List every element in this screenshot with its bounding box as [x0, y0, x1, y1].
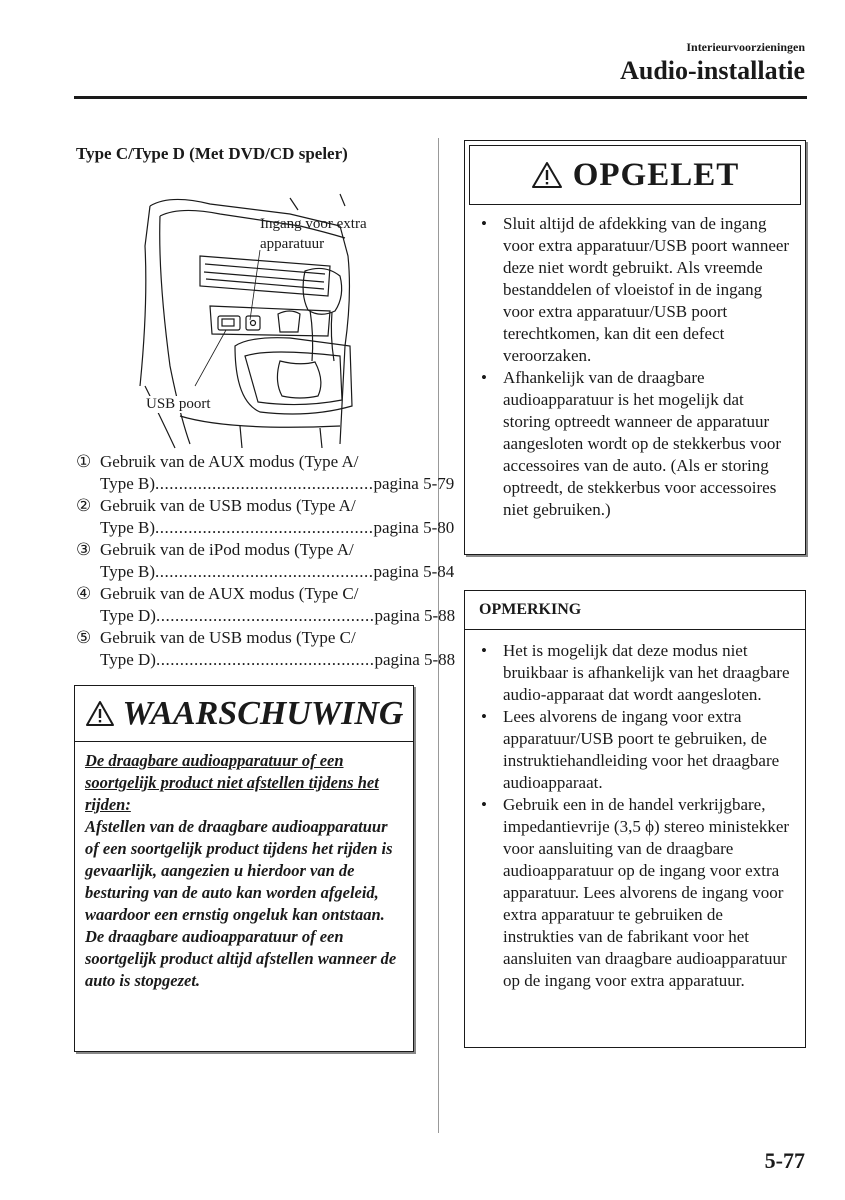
- console-illustration: [140, 186, 367, 448]
- caution-text: Afhankelijk van de draagbare audioapparatuur is het mogelijk dat storing optreedt wanneer de apparatuur aangesloten wordt op de stekkerbus voor accessoires van de auto. (Als er storing optreedt, de stekkerbus voor accessoires niet gebruiken.): [503, 368, 782, 519]
- list-item: [479, 794, 795, 992]
- page-reference-link[interactable]: pagina 5-80: [373, 518, 455, 537]
- caution-title: OPGELET: [572, 156, 740, 193]
- warning-text: Afstellen van de draagbare audioapparatuur of een soortgelijk product tijdens het rijden is gevaarlijk, aangezien u hierdoor van de besturing van de auto kan worden afgeleid, waardoor een ernstig ongeluk kan ontstaan. De draagbare audioapparatuur of een soortgelijk product altijd afstellen wanneer de auto is stopgezet.: [85, 817, 397, 990]
- warning-lead: De draagbare audioapparatuur of een soortgelijk product niet afstellen tijdens het rijden:: [85, 751, 379, 814]
- leader-dots: ..............................................: [155, 474, 374, 493]
- list-item: [479, 213, 795, 367]
- bullet-icon: •: [481, 707, 487, 726]
- bullet-icon: •: [481, 368, 487, 387]
- column-divider: [438, 138, 439, 1133]
- item-text: Gebruik van de iPod modus (Type A/: [100, 540, 354, 559]
- list-item: [479, 640, 795, 706]
- leader-dots: ..............................................: [155, 562, 374, 581]
- item-text-cont: Type D): [100, 650, 156, 669]
- warning-title: WAARSCHUWING: [122, 694, 404, 732]
- item-number: ④: [76, 584, 92, 603]
- item-text-cont: Type B): [100, 518, 155, 537]
- bullet-icon: •: [481, 214, 487, 233]
- caution-box: [464, 140, 806, 555]
- header-rule: [74, 96, 807, 99]
- list-item: [479, 367, 795, 521]
- page-reference-link[interactable]: pagina 5-88: [374, 650, 456, 669]
- note-text: Gebruik een in de handel verkrijgbare, impedantievrije (3,5 ϕ) stereo ministekker voor aansluiting van de draagbare audioapparatuur op de ingang voor extra apparatuur. Lees alvorens de ingang voor extra apparatuur te gebruiken de instrukties van de fabrikant voor het aansluiten van draagbare audioapparatuur op de ingang voor extra apparatuur.: [503, 795, 790, 990]
- item-text: Gebruik van de AUX modus (Type C/: [100, 584, 359, 603]
- page-reference-link[interactable]: pagina 5-79: [373, 474, 455, 493]
- item-number: ⑤: [76, 628, 92, 647]
- page-number: 5-77: [764, 1148, 805, 1173]
- page-reference-link[interactable]: pagina 5-84: [373, 562, 455, 581]
- leader-dots: ..............................................: [155, 518, 374, 537]
- section-title: Type C/Type D (Met DVD/CD speler): [76, 144, 348, 163]
- note-title: OPMERKING: [465, 591, 805, 630]
- list-item: [76, 495, 455, 539]
- list-item: [479, 706, 795, 794]
- item-number: ①: [76, 452, 92, 471]
- leader-dots: ..............................................: [155, 650, 375, 669]
- item-number: ②: [76, 496, 92, 515]
- caution-header: [469, 145, 801, 205]
- page-reference-link[interactable]: pagina 5-88: [374, 606, 456, 625]
- list-item: [76, 539, 455, 583]
- warning-triangle-icon: [85, 700, 115, 727]
- item-text: Gebruik van de USB modus (Type C/: [100, 628, 356, 647]
- leader-dots: ..............................................: [155, 606, 375, 625]
- caution-text: Sluit altijd de afdekking van de ingang voor extra apparatuur/USB poort wanneer deze niet wordt gebruikt. Als vreemde bestanddelen of vloeistof in de ingang voor extra apparatuur/USB poort terechtkomen, kan dit een defect veroorzaken.: [503, 214, 790, 365]
- header-title: Audio-installatie: [620, 56, 805, 85]
- note-text: Lees alvorens de ingang voor extra apparatuur/USB poort te gebruiken, de instruktiehandleiding voor het draagbare audioapparaat.: [503, 707, 780, 792]
- warning-header: [75, 686, 413, 742]
- warning-box: [74, 685, 414, 1052]
- item-text-cont: Type B): [100, 474, 155, 493]
- item-text: Gebruik van de USB modus (Type A/: [100, 496, 356, 515]
- warning-triangle-icon: [531, 161, 563, 189]
- list-item: [76, 627, 456, 671]
- note-box: [464, 590, 806, 1048]
- item-text: Gebruik van de AUX modus (Type A/: [100, 452, 359, 471]
- note-text: Het is mogelijk dat deze modus niet bruikbaar is afhankelijk van het draagbare audio-apparaat dat wordt aangesloten.: [503, 641, 790, 704]
- bullet-icon: •: [481, 641, 487, 660]
- label-aux-input: Ingang voor extra apparatuur: [260, 216, 367, 252]
- list-item: [76, 451, 455, 495]
- list-item: [76, 583, 456, 627]
- item-text-cont: Type B): [100, 562, 155, 581]
- item-text-cont: Type D): [100, 606, 156, 625]
- header-section: Interieurvoorzieningen: [686, 40, 805, 54]
- reference-list: [76, 451, 456, 671]
- bullet-icon: •: [481, 795, 487, 814]
- item-number: ③: [76, 540, 92, 559]
- label-usb-port: USB poort: [146, 396, 211, 412]
